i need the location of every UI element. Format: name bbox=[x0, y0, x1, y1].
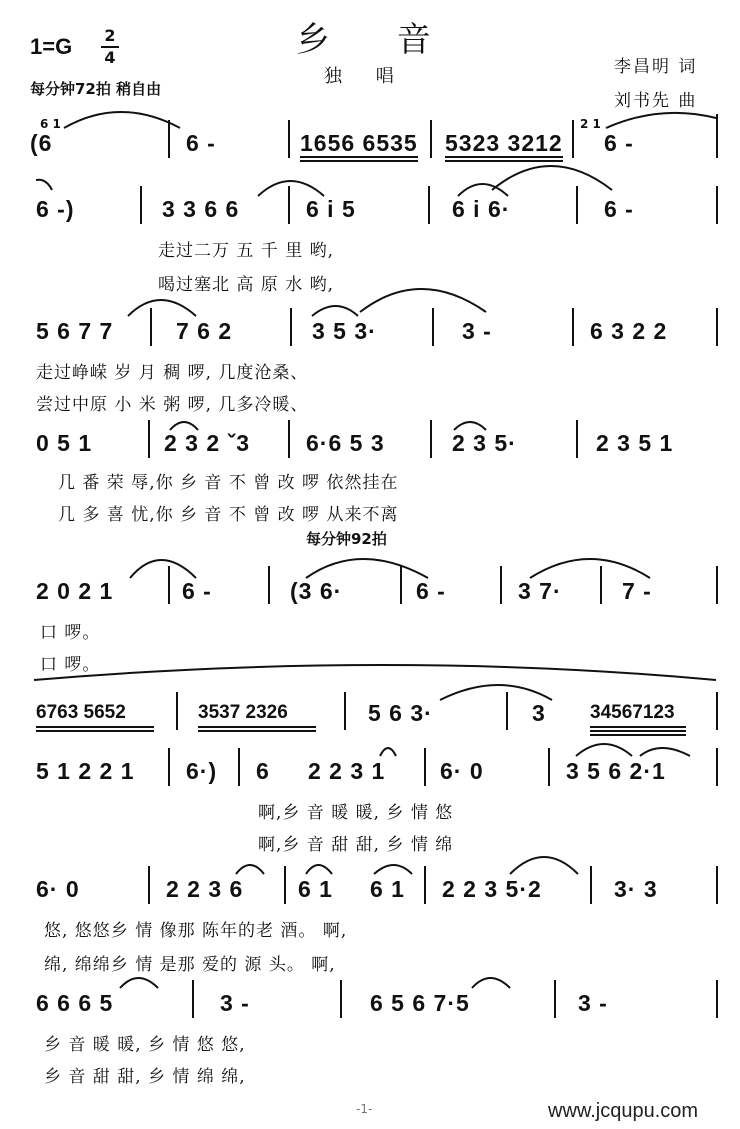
measure: 5 1 2 2 1 bbox=[36, 758, 135, 784]
measure: 3 7· bbox=[518, 578, 562, 604]
measure: 2 3 2 ˇ3 bbox=[164, 430, 250, 456]
lyricist-credit: 李昌明 词 bbox=[614, 57, 698, 77]
lyric-verse-1: 悠, 悠悠乡 情 像那 陈年的老 酒。 啊, bbox=[44, 921, 348, 941]
lyric-verse-1: 走过二万 五 千 里 哟, bbox=[158, 241, 335, 261]
slur bbox=[576, 744, 632, 756]
measure: 5323 3212 bbox=[445, 130, 563, 156]
slur bbox=[640, 748, 690, 756]
slur bbox=[34, 665, 716, 680]
measure: 2 0 2 1 bbox=[36, 578, 114, 604]
measure: 3 - bbox=[220, 990, 250, 1016]
measure: 1656 6535 bbox=[300, 130, 418, 156]
measure: 5 6 3· bbox=[368, 700, 433, 726]
slur bbox=[440, 685, 552, 700]
lyric-verse-1: 乡 音 暖 暖, 乡 情 悠 悠, bbox=[44, 1035, 246, 1055]
key-signature: 1=G bbox=[30, 34, 73, 59]
slur bbox=[120, 978, 158, 988]
slur bbox=[258, 181, 324, 196]
slur bbox=[130, 560, 196, 578]
slur bbox=[492, 166, 612, 190]
measure: 6·) bbox=[186, 758, 218, 784]
slur bbox=[36, 180, 52, 190]
measure: 6 - bbox=[604, 130, 634, 156]
lyric-verse-2: 几 多 喜 忧,你 乡 音 不 曾 改 啰 从来不离 bbox=[58, 505, 399, 525]
measure: 6763 5652 bbox=[36, 702, 126, 723]
lyric-verse-2: 喝过塞北 高 原 水 哟, bbox=[158, 275, 335, 295]
performance-type: 独 唱 bbox=[324, 66, 408, 87]
slur bbox=[170, 422, 198, 430]
tempo-marking: 每分钟92拍 bbox=[306, 530, 387, 548]
slur bbox=[458, 184, 508, 196]
slur bbox=[306, 865, 332, 874]
measure: 3· 3 bbox=[614, 876, 658, 902]
measure: 3 3 6 6 bbox=[162, 196, 240, 222]
measure: 34567123 bbox=[590, 702, 675, 723]
composer-credit: 刘书先 曲 bbox=[614, 91, 698, 111]
measure: 3 - bbox=[578, 990, 608, 1016]
measure: 6 1 bbox=[298, 876, 333, 902]
page-title: 乡 音 bbox=[296, 20, 459, 60]
measure: 3537 2326 bbox=[198, 702, 288, 723]
measure: (3 6· bbox=[290, 578, 343, 604]
measure: 3 5 3· bbox=[312, 318, 377, 344]
slur bbox=[606, 113, 716, 128]
measure: 2 2 3 6 bbox=[166, 876, 244, 902]
measure: 6 6 6 5 bbox=[36, 990, 114, 1016]
measure: 7 6 2 bbox=[176, 318, 233, 344]
measure: 6 - bbox=[604, 196, 634, 222]
lyric-verse-2: 尝过中原 小 米 粥 啰, 几多冷暖、 bbox=[36, 395, 309, 415]
slur bbox=[64, 112, 180, 128]
slur bbox=[380, 748, 396, 756]
slur bbox=[454, 422, 486, 430]
slur bbox=[360, 289, 486, 312]
grace-note: 2 1 bbox=[580, 117, 601, 131]
measure: 2 2 3 1 bbox=[308, 758, 386, 784]
lyric-verse-1: 口 啰。 bbox=[40, 623, 101, 643]
measure: 6 i 5 bbox=[306, 196, 356, 222]
tempo-marking: 每分钟72拍 稍自由 bbox=[30, 80, 162, 98]
measure: 6 5 6 7·5 bbox=[370, 990, 470, 1016]
lyric-verse-2: 口 啰。 bbox=[40, 655, 101, 675]
measure: 6 bbox=[256, 758, 270, 784]
measure: 6 -) bbox=[36, 196, 75, 222]
measure: 2 2 3 5·2 bbox=[442, 876, 542, 902]
meter-denominator: 4 bbox=[104, 48, 116, 67]
measure: 6 - bbox=[416, 578, 446, 604]
slur bbox=[472, 978, 510, 988]
measure: 7 - bbox=[622, 578, 652, 604]
measure: 3 bbox=[532, 700, 546, 726]
lyric-verse-1: 走过峥嵘 岁 月 稠 啰, 几度沧桑、 bbox=[36, 363, 309, 383]
page-number: -1- bbox=[356, 1102, 373, 1116]
lyric-verse-2: 绵, 绵绵乡 情 是那 爱的 源 头。 啊, bbox=[44, 955, 336, 975]
grace-note: 6 1 bbox=[40, 117, 61, 131]
measure: 3 - bbox=[462, 318, 492, 344]
measure: 0 5 1 bbox=[36, 430, 93, 456]
measure: 6 1 bbox=[370, 876, 405, 902]
measure: 6· 0 bbox=[440, 758, 484, 784]
slur bbox=[510, 857, 578, 874]
lyric-verse-1: 啊,乡 音 暖 暖, 乡 情 悠 bbox=[258, 803, 454, 823]
lyric-verse-2: 乡 音 甜 甜, 乡 情 绵 绵, bbox=[44, 1067, 246, 1087]
measure: 2 3 5· bbox=[452, 430, 517, 456]
lyric-verse-1: 几 番 荣 辱,你 乡 音 不 曾 改 啰 依然挂在 bbox=[58, 473, 399, 493]
slur bbox=[306, 559, 428, 578]
measure: 6 - bbox=[186, 130, 216, 156]
measure: 6 i 6· bbox=[452, 196, 511, 222]
slur bbox=[374, 865, 412, 874]
measure: 6 3 2 2 bbox=[590, 318, 668, 344]
lyric-verse-2: 啊,乡 音 甜 甜, 乡 情 绵 bbox=[258, 835, 454, 855]
measure: 6· 0 bbox=[36, 876, 80, 902]
measure: 5 6 7 7 bbox=[36, 318, 114, 344]
measure: 6 - bbox=[182, 578, 212, 604]
measure: 3 5 6 2·1 bbox=[566, 758, 666, 784]
measure: 6·6 5 3 bbox=[306, 430, 385, 456]
site-watermark: www.jcqupu.com bbox=[548, 1100, 699, 1122]
meter-numerator: 2 bbox=[104, 26, 116, 45]
slur bbox=[312, 306, 358, 316]
slur bbox=[128, 300, 196, 316]
slur bbox=[530, 559, 650, 578]
measure: (6 bbox=[30, 130, 53, 156]
measure: 2 3 5 1 bbox=[596, 430, 674, 456]
slur bbox=[236, 865, 264, 874]
